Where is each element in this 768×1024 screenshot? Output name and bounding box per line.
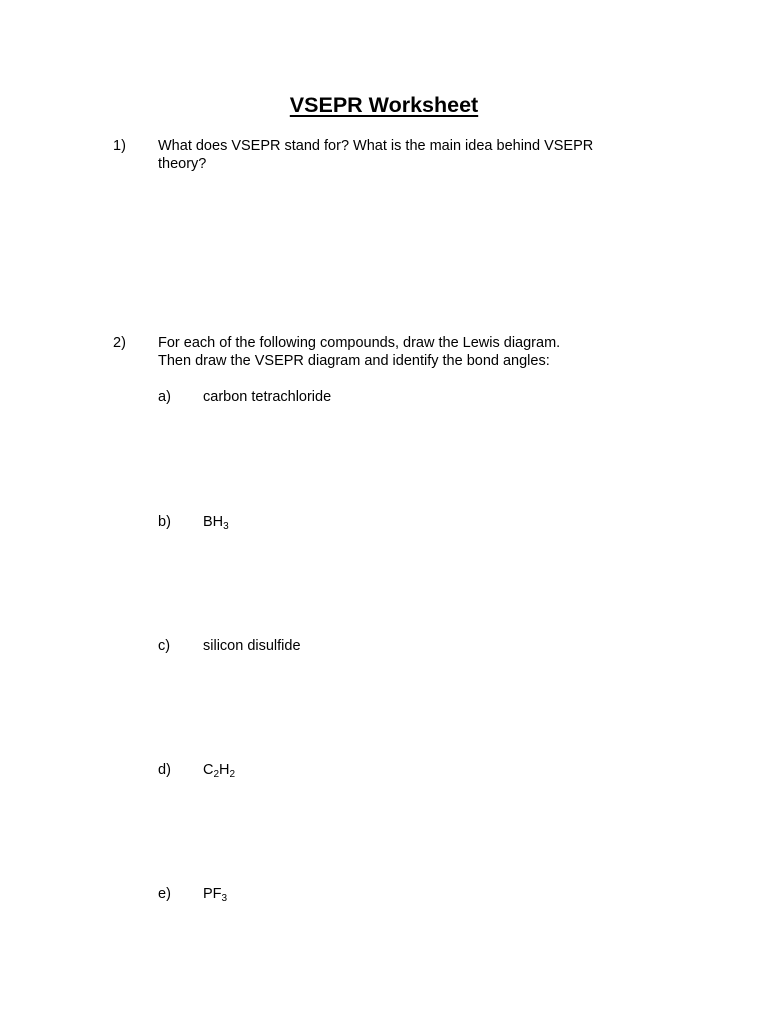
subitem-e-letter: e) [158,886,171,902]
subitem-c-letter: c) [158,638,171,654]
subitem-e-subscript: 3 [221,893,228,904]
question-2-line-2: Then draw the VSEPR diagram and identify the bond angles: [158,353,550,369]
question-1-line-2: theory? [158,156,207,172]
subitem-e-part: PF [203,886,222,902]
subitem-a-letter: a) [158,389,171,405]
subitem-b-compound [203,513,229,533]
subitem-d-subscript-2: 2 [229,769,236,780]
question-1-text [158,137,658,173]
subitem-d-part-1: C [203,762,214,778]
subitem-d-compound [203,761,235,781]
page-title: VSEPR Worksheet [289,93,479,117]
subitem-b-letter: b) [158,514,171,530]
subitem-a-part: carbon tetrachloride [203,389,332,405]
subitem-c-compound [203,637,301,655]
subitem-c-part: silicon disulfide [203,638,301,654]
subitem-b-subscript: 3 [223,521,229,532]
subitem-d-subscript-1: 2 [213,769,220,780]
subitem-e-compound [203,885,227,905]
question-1-number: 1) [113,138,126,154]
question-2-line-1: For each of the following compounds, draw the Lewis diagram. [158,335,561,351]
question-1-line-1: What does VSEPR stand for? What is the main idea behind VSEPR [158,138,594,154]
question-2-text [158,334,658,370]
question-2-number: 2) [113,335,126,351]
subitem-a-compound [203,388,331,406]
subitem-d-letter: d) [158,762,171,778]
subitem-d-part-2: H [219,762,230,778]
subitem-b-part: BH [203,514,224,530]
